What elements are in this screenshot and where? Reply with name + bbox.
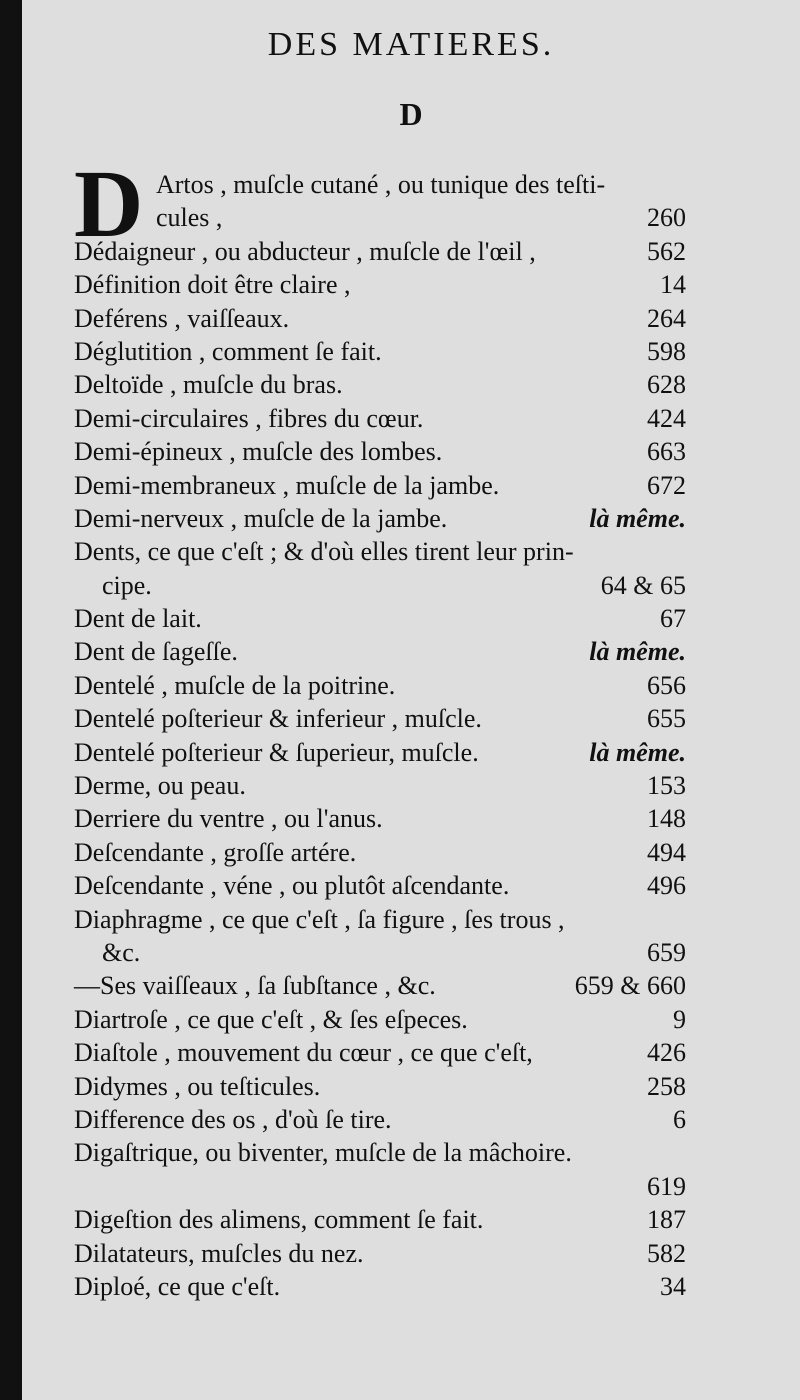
entry-text: Derriere du ventre , ou l'anus. [74, 804, 383, 834]
index-line [74, 502, 686, 535]
entry-page: 672 [647, 470, 686, 500]
index-line [74, 1103, 686, 1136]
entry-text: Dilatateurs, muſcles du nez. [74, 1238, 364, 1268]
section-letter: D [399, 96, 423, 132]
entry-page: là même. [589, 737, 686, 767]
entry-text: Diaſtole , mouvement du cœur , ce que c'eſt, [74, 1038, 533, 1068]
index-line [74, 335, 686, 368]
entry-text: Difference des os , d'où ſe tire. [74, 1104, 392, 1134]
entry-text: cipe. [102, 570, 152, 600]
entry-page: 424 [647, 403, 686, 433]
index-line [74, 769, 686, 802]
entry-text: Demi-circulaires , fibres du cœur. [74, 403, 424, 433]
entry-text: Deférens , vaiſſeaux. [74, 303, 290, 333]
entry-text: Dentelé poſterieur & inferieur , muſcle. [74, 704, 482, 734]
book-page [22, 0, 800, 1400]
index-line [74, 569, 686, 602]
entry-page: 582 [647, 1238, 686, 1268]
index-line [74, 936, 686, 969]
entry-page: 260 [647, 203, 686, 233]
index-line [74, 836, 686, 869]
entry-page: 6 [673, 1104, 686, 1134]
index-line [74, 469, 686, 502]
index-line [74, 669, 686, 702]
entry-text: Demi-épineux , muſcle des lombes. [74, 437, 443, 467]
entry-page: 14 [660, 270, 686, 300]
index-line [74, 168, 686, 201]
entry-text: Dents, ce que c'eſt ; & d'où elles tirent leur prin- [74, 537, 574, 567]
entry-text: Définition doit être claire , [74, 270, 351, 300]
entry-page: 264 [647, 303, 686, 333]
index-line [74, 903, 686, 936]
index-line [74, 1203, 686, 1236]
index-line [74, 869, 686, 902]
index-line [74, 1136, 686, 1169]
entry-page: 656 [647, 670, 686, 700]
entry-text: Derme, ou peau. [74, 771, 246, 801]
entry-page: 496 [647, 871, 686, 901]
entry-page: 64 & 65 [600, 570, 686, 600]
entry-page: 426 [647, 1038, 686, 1068]
index-entries [74, 168, 686, 1303]
index-line [74, 635, 686, 668]
index-line [74, 402, 686, 435]
index-line [74, 268, 686, 301]
entry-text: Demi-nerveux , muſcle de la jambe. [74, 503, 448, 533]
entry-page: 67 [660, 604, 686, 634]
index-line [74, 802, 686, 835]
entry-text: Diploé, ce que c'eſt. [74, 1271, 281, 1301]
entry-text: Demi-membraneux , muſcle de la jambe. [74, 470, 500, 500]
entry-text: Deſcendante , groſſe artére. [74, 837, 357, 867]
index-line [74, 235, 686, 268]
entry-text: —Ses vaiſſeaux , ſa ſubſtance , &c. [74, 971, 436, 1001]
entry-text: Dentelé poſterieur & ſuperieur, muſcle. [74, 737, 479, 767]
entry-page: 619 [647, 1171, 686, 1201]
entry-page: là même. [589, 503, 686, 533]
entry-page: 659 [647, 937, 686, 967]
entry-page: 494 [647, 837, 686, 867]
index-line [74, 368, 686, 401]
index-line [74, 1070, 686, 1103]
entry-text: Déglutition , comment ſe fait. [74, 336, 382, 366]
entry-page: 258 [647, 1071, 686, 1101]
index-line [74, 702, 686, 735]
entry-page: 663 [647, 437, 686, 467]
entry-text: Diartroſe , ce que c'eſt , & ſes eſpeces. [74, 1004, 468, 1034]
entry-text: cules , [156, 203, 223, 233]
entry-text: Dentelé , muſcle de la poitrine. [74, 670, 396, 700]
index-line [74, 1036, 686, 1069]
drop-cap: D [74, 150, 144, 257]
entry-text: &c. [102, 937, 141, 967]
index-line [74, 1003, 686, 1036]
index-line [74, 602, 686, 635]
running-head: DES MATIERES. [267, 26, 555, 63]
entry-text: Artos , muſcle cutané , ou tunique des teſti- [156, 170, 606, 199]
entry-page: 187 [647, 1205, 686, 1235]
entry-page: 655 [647, 704, 686, 734]
index-line [74, 201, 686, 234]
index-line [74, 1170, 686, 1203]
entry-page: 562 [647, 236, 686, 266]
entry-text: Deltoïde , muſcle du bras. [74, 370, 343, 400]
index-line [74, 435, 686, 468]
entry-text: Dent de lait. [74, 604, 202, 634]
index-line [74, 1237, 686, 1270]
entry-page: 34 [660, 1271, 686, 1301]
entry-page: 148 [647, 804, 686, 834]
index-line [74, 535, 686, 568]
index-line [74, 1270, 686, 1303]
entry-text: Didymes , ou teſticules. [74, 1071, 321, 1101]
index-line [74, 969, 686, 1002]
entry-page: 628 [647, 370, 686, 400]
entry-page: 659 & 660 [574, 971, 686, 1001]
entry-text: Digaſtrique, ou biventer, muſcle de la mâchoire. [74, 1138, 572, 1168]
entry-page: 598 [647, 336, 686, 366]
index-line [74, 302, 686, 335]
entry-text: Diaphragme , ce que c'eſt , ſa figure , ſes trous , [74, 904, 565, 934]
entry-text: Dent de ſageſſe. [74, 637, 238, 667]
index-line [74, 736, 686, 769]
entry-page: 153 [647, 771, 686, 801]
entry-page: 9 [673, 1004, 686, 1034]
entry-text: Deſcendante , véne , ou plutôt aſcendante. [74, 871, 510, 901]
entry-text: Dédaigneur , ou abducteur , muſcle de l'œil , [74, 236, 536, 266]
entry-page: là même. [589, 637, 686, 667]
entry-text: Digeſtion des alimens, comment ſe fait. [74, 1205, 484, 1235]
